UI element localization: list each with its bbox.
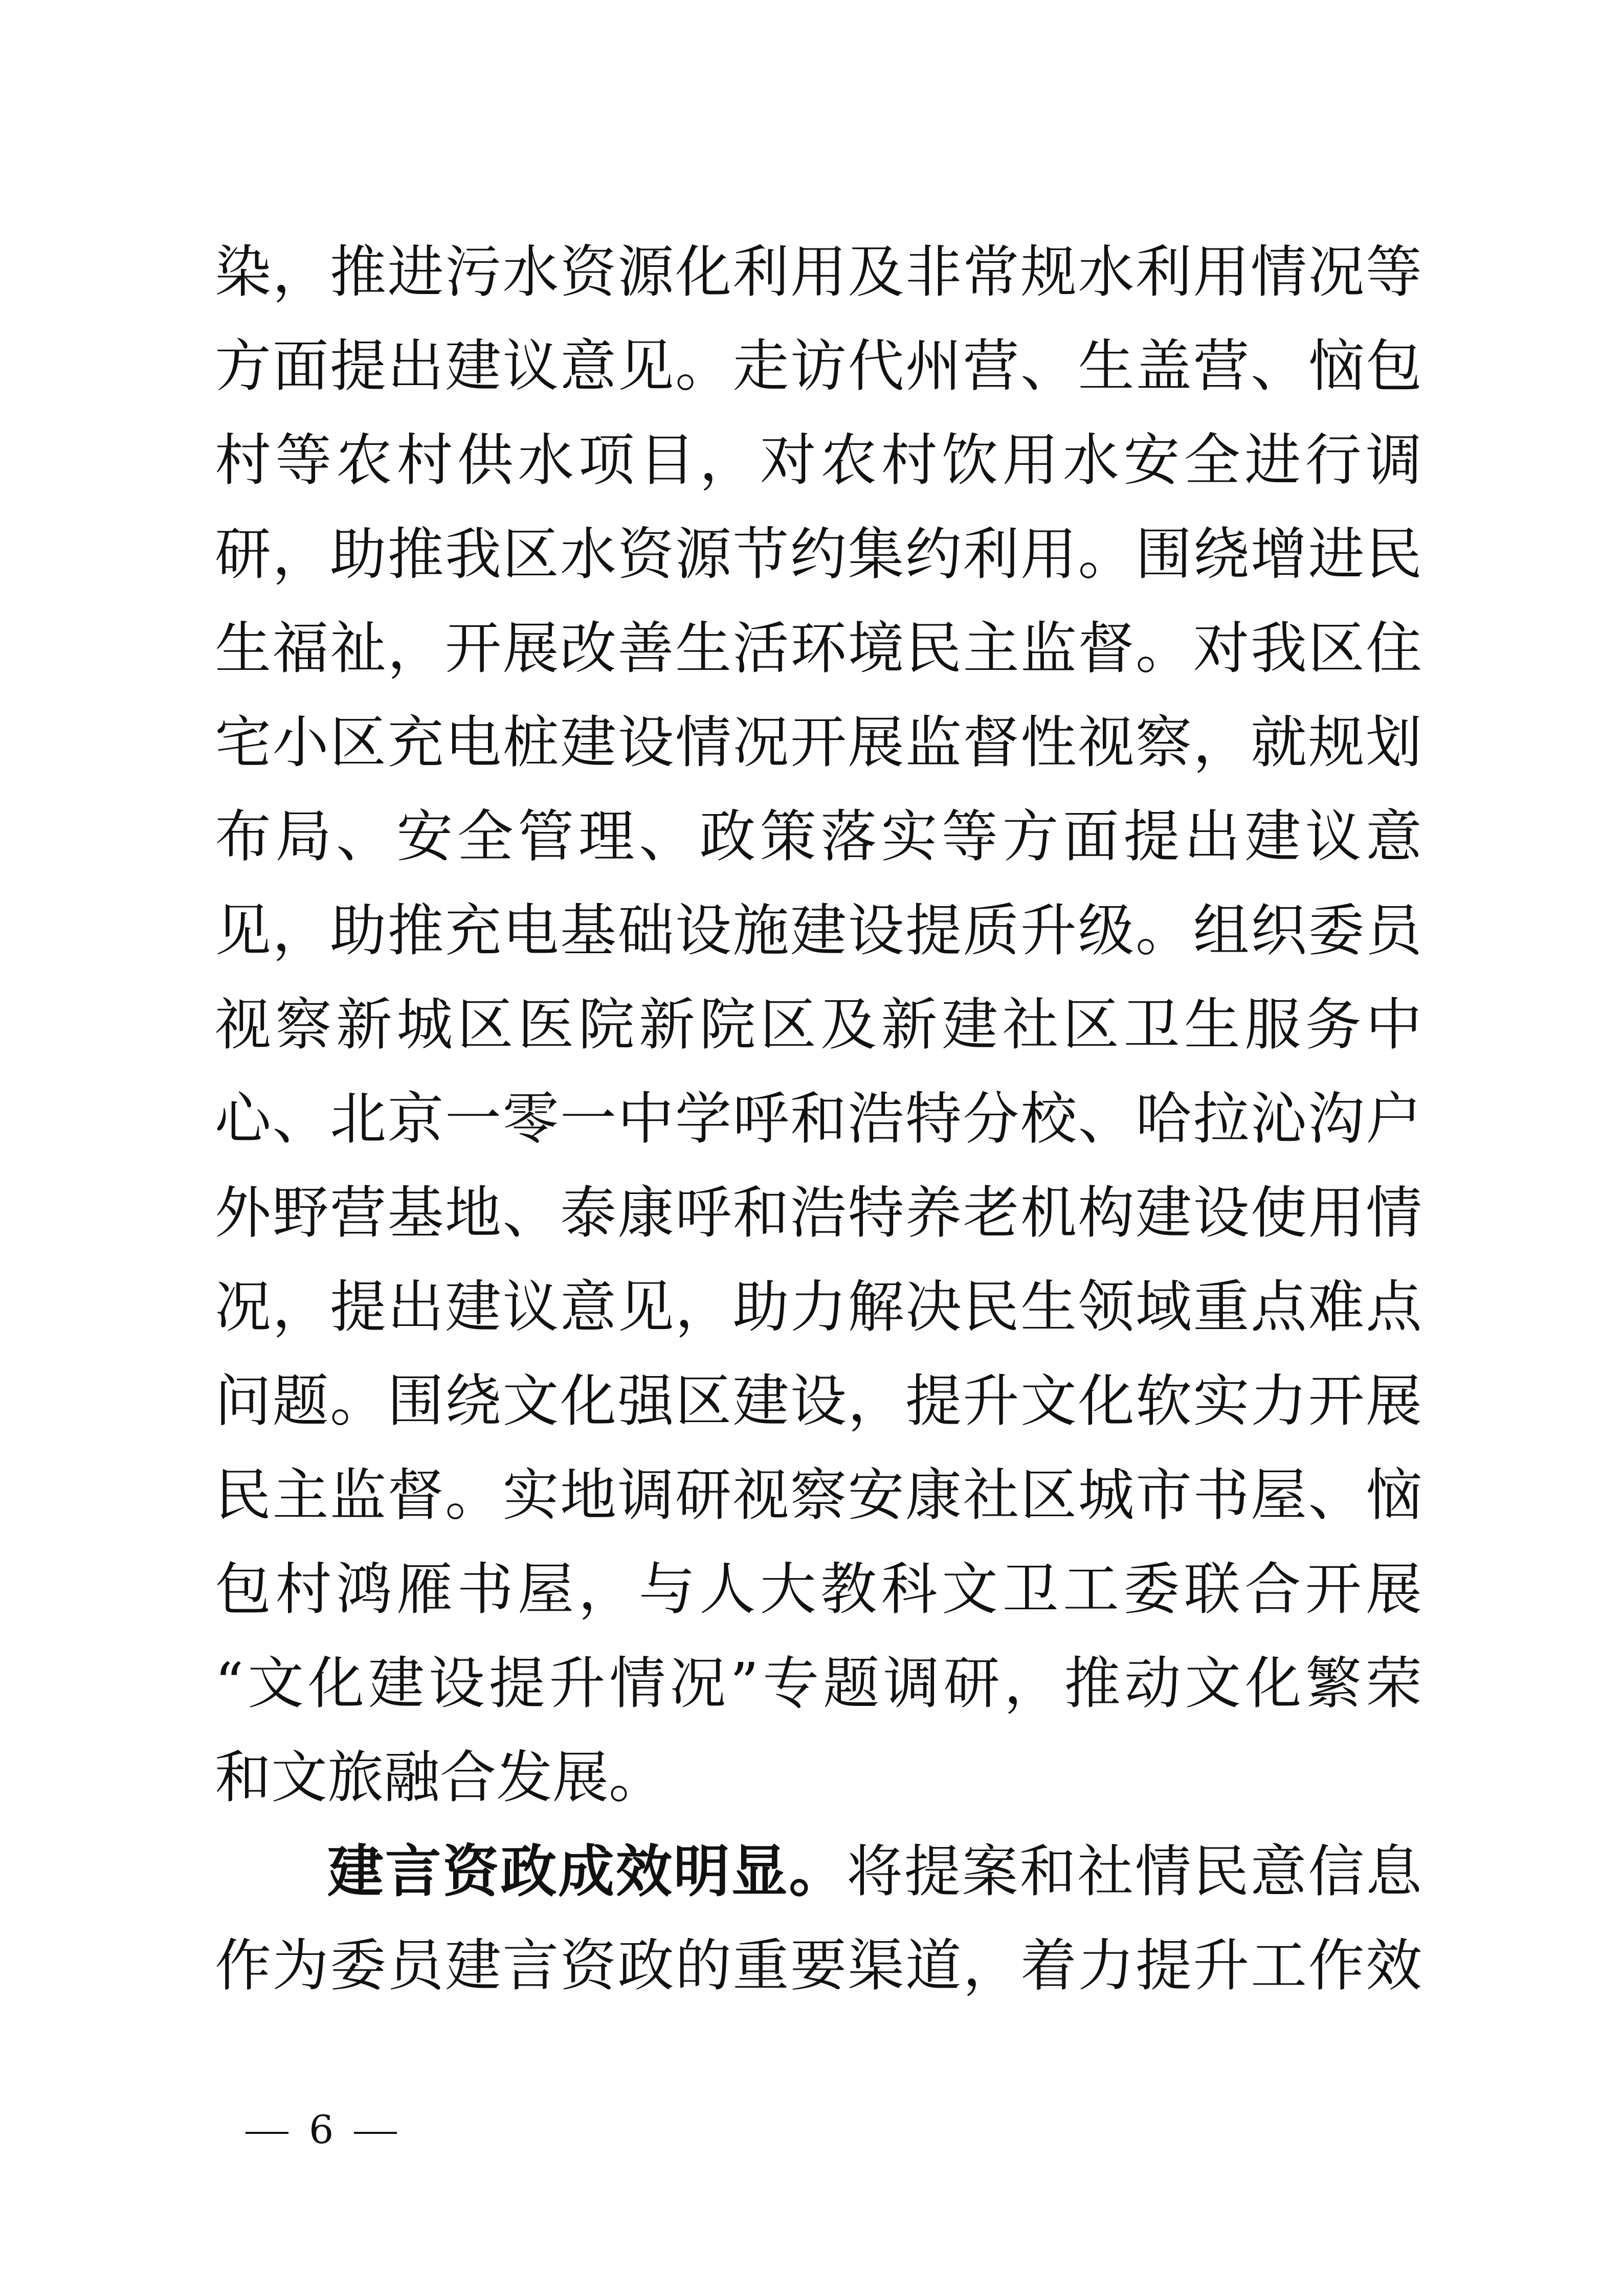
section-heading: 建言资政成效明显。 [327, 1838, 847, 1904]
text-line: 作为委员建言资政的重要渠道，着力提升工作效 [215, 1933, 1422, 1998]
text-line: 村等农村供水项目，对农村饮用水安全进行调 [215, 427, 1422, 493]
text-line: 况，提出建议意见，助力解决民生领域重点难点 [215, 1274, 1422, 1340]
text-line: “文化建设提升情况”专题调研，推动文化繁荣 [215, 1651, 1422, 1716]
text-line: 研，助推我区水资源节约集约利用。围绕增进民 [215, 522, 1422, 587]
text-line: 染，推进污水资源化利用及非常规水利用情况等 [215, 239, 1422, 305]
text-line: 外野营基地、泰康呼和浩特养老机构建设使用情 [215, 1180, 1422, 1246]
footer-dash-right [354, 2132, 397, 2134]
text-line: 见，助推充电基础设施建设提质升级。组织委员 [215, 898, 1422, 963]
text-line: 心、北京一零一中学呼和浩特分校、哈拉沁沟户 [215, 1086, 1422, 1152]
page-number: 6 [309, 2107, 334, 2152]
page-footer [246, 2102, 397, 2158]
text-line: 布局、安全管理、政策落实等方面提出建议意 [215, 804, 1422, 869]
text-line: 和文旅融合发展。 [215, 1745, 665, 1810]
text-line: 民主监督。实地调研视察安康社区城市书屋、恼 [215, 1462, 1422, 1528]
text-line: 方面提出建议意见。走访代州营、生盖营、恼包 [215, 333, 1422, 399]
text-line: 问题。围绕文化强区建设，提升文化软实力开展 [215, 1368, 1422, 1434]
text-line: 视察新城区医院新院区及新建社区卫生服务中 [215, 992, 1422, 1057]
footer-dash-left [246, 2132, 288, 2134]
body-text [215, 225, 1422, 2013]
text-line: 生福祉，开展改善生活环境民主监督。对我区住 [215, 616, 1422, 681]
text-span: 将提案和社情民意信息 [847, 1839, 1422, 1904]
paragraph-first-line [215, 1825, 1422, 1919]
text-line: 包村鸿雁书屋，与人大教科文卫工委联合开展 [215, 1557, 1422, 1622]
text-line: 宅小区充电桩建设情况开展监督性视察，就规划 [215, 710, 1422, 775]
